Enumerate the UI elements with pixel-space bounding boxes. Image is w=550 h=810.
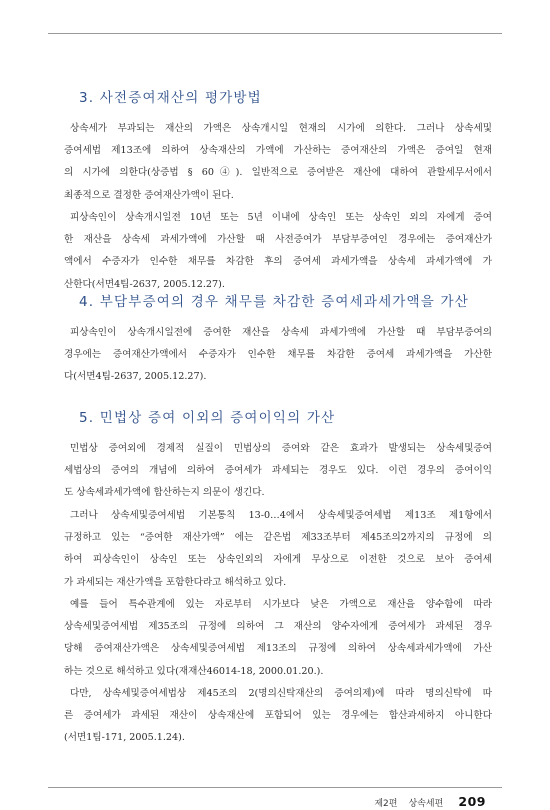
text-line: 그러나 상속세및증여세법 기본통칙 13-0…4에서 상속세및증여세법 제13조 제1항에서 [70, 510, 492, 521]
text-line: 른 증여세가 과세된 재산이 상속재산에 포함되어 있는 경우에는 합산과세하지 아니한다 [64, 710, 492, 722]
text-line: 가 과세되는 재산가액을 포함한다라고 해석하고 있다. [64, 576, 287, 588]
page-footer [374, 791, 486, 810]
text-line: 상속세가 부과되는 재산의 가액은 상속개시일 현재의 시가에 의한다. 그러나 상속세및 [70, 123, 492, 134]
section-heading: 5. 민법상 증여 이외의 증여이익의 가산 [79, 410, 336, 426]
section-heading: 4. 부담부증여의 경우 채무를 차감한 증여세과세가액을 가산 [79, 294, 470, 310]
text-line: 경우에는 증여재산가액에서 수증자가 인수한 채무를 차감한 증여세 과세가액을 가산한 [64, 349, 492, 361]
text-line: 피상속인이 상속개시일전에 증여한 재산을 상속세 과세가액에 가산할 때 부담부증여의 [70, 327, 492, 338]
text-line: 한 재산을 상속세 과세가액에 가산할 때 사전증여가 부담부증여인 경우에는 증여재산가 [64, 234, 492, 246]
paragraph [64, 207, 492, 296]
text-line: 증여세법 제13조에 의하여 상속재산의 가액에 가산하는 증여재산의 가액은 증여일 현재 [64, 145, 492, 157]
text-line: 상속세및증여세법 제35조의 규정에 의하여 그 재산의 양수자에게 증여세가 과세된 경우 [64, 621, 492, 633]
paragraph [64, 118, 492, 207]
footer-title: 상속세편 [408, 799, 444, 809]
text-line: 의 시가에 의한다(상증법 § 60④). 일반적으로 증여받은 재산에 대하여 관할세무서에서 [64, 167, 492, 179]
text-line: 산한다(서면4팀-2637, 2005.12.27). [64, 278, 225, 290]
text-line: 다만, 상속세및증여세법상 제45조의 2(명의신탁재산의 증여의제)에 따라 명의신탁에 따 [70, 688, 492, 699]
top-rule [48, 33, 502, 34]
paragraph [64, 438, 492, 505]
footer-part-label: 제2편 [374, 799, 398, 809]
text-line: 최종적으로 결정한 증여재산가액이 된다. [64, 189, 234, 201]
paragraph [64, 505, 492, 594]
text-line: (서면1팀-171, 2005.1.24). [64, 732, 185, 744]
text-line: 액에서 수증자가 인수한 채무를 차감한 후의 증여세 과세가액을 상속세 과세가액에 가 [64, 256, 493, 268]
paragraph [64, 322, 492, 389]
paragraph [64, 594, 492, 683]
text-line: 피상속인이 상속개시일전 10년 또는 5년 이내에 상속인 또는 상속인 외의 자에게 증여 [70, 212, 492, 223]
text-line: 당해 증여재산가액은 상속세및증여세법 제13조의 규정에 의하여 상속세과세가액에 가산 [64, 643, 492, 655]
paragraph [64, 683, 492, 750]
text-line: 하는 것으로 해석하고 있다(재재산46014-18, 2000.01.20.). [64, 665, 324, 677]
bottom-rule [48, 787, 502, 788]
text-line: 하여 피상속인이 상속인 또는 상속인외의 자에게 무상으로 이전한 것으로 보아 증여세 [64, 554, 493, 566]
section-heading: 3. 사전증여재산의 평가방법 [79, 90, 262, 106]
text-line: 도 상속세과세가액에 합산하는지 의문이 생긴다. [64, 487, 265, 499]
page-number: 209 [458, 794, 486, 809]
text-line: 다(서면4팀-2637, 2005.12.27). [64, 371, 207, 383]
text-line: 민법상 증여외에 경제적 실질이 민법상의 증여와 같은 효과가 발생되는 상속세및증여 [70, 443, 492, 454]
text-line: 규정하고 있는 “증여한 재산가액” 에는 같은법 제33조부터 제45조의2까지의 규정에 의 [64, 532, 492, 544]
text-line: 예를 들어 특수관계에 있는 자로부터 시가보다 낮은 가액으로 재산을 양수함에 따라 [70, 599, 492, 610]
text-line: 세법상의 증여의 개념에 의하여 증여세가 과세되는 경우도 있다. 이런 경우의 증여이익 [64, 465, 492, 477]
